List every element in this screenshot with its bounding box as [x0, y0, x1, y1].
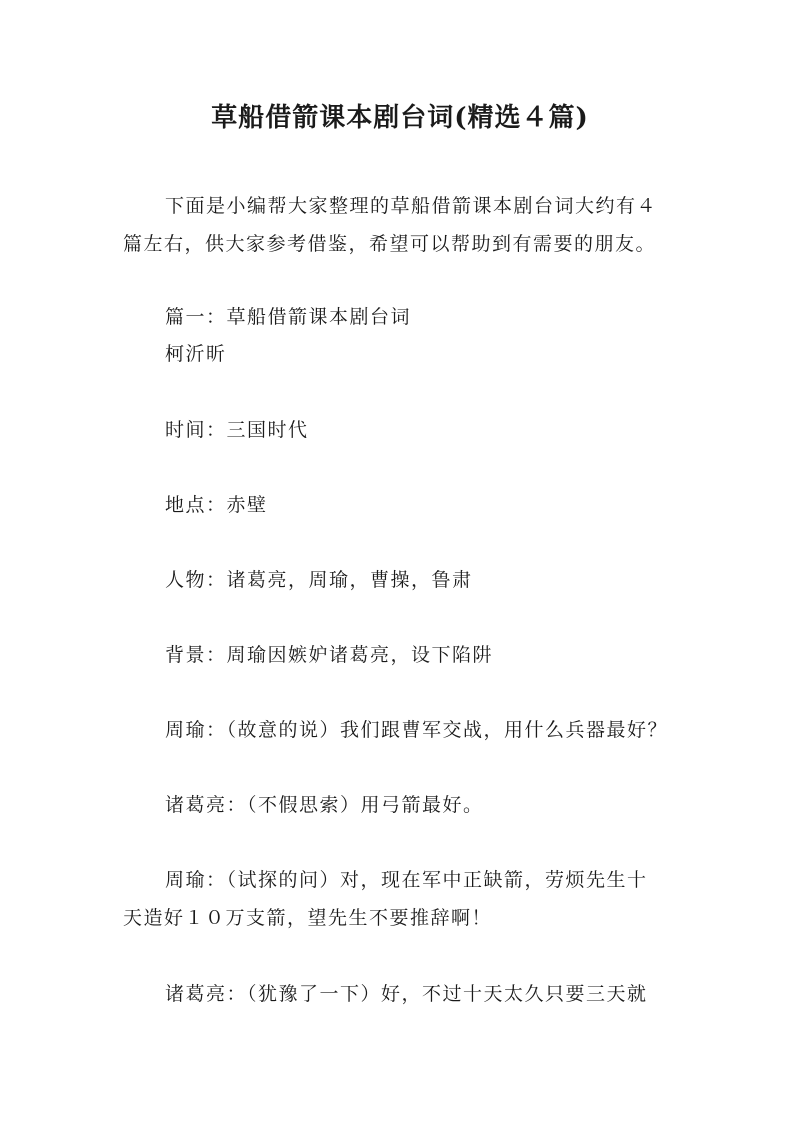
- section-heading: 篇一：草船借箭课本剧台词: [165, 306, 412, 328]
- time-line: 时间：三国时代: [165, 419, 309, 441]
- dialogue-line: 诸葛亮：（犹豫了一下）好，不过十天太久只要三天就: [165, 983, 648, 1005]
- intro-line-1: 下面是小编帮大家整理的草船借箭课本剧台词大约有４: [165, 195, 658, 217]
- document-title: 草船借箭课本剧台词(精选４篇): [211, 103, 589, 133]
- background-line: 背景：周瑜因嫉妒诸葛亮，设下陷阱: [165, 644, 494, 666]
- dialogue-line: 周瑜：（故意的说）我们跟曹军交战，用什么兵器最好？: [165, 719, 669, 741]
- characters-line: 人物：诸葛亮，周瑜，曹操，鲁肃: [165, 569, 473, 591]
- dialogue-line: 周瑜：（试探的问）对，现在军中正缺箭，劳烦先生十: [165, 869, 648, 891]
- dialogue-line-continued: 天造好１０万支箭，望先生不要推辞啊！: [123, 907, 493, 929]
- place-line: 地点：赤壁: [165, 494, 268, 516]
- dialogue-line: 诸葛亮：（不假思索）用弓箭最好。: [165, 794, 484, 816]
- author-name: 柯沂昕: [165, 343, 227, 365]
- intro-line-2: 篇左右，供大家参考借鉴，希望可以帮助到有需要的朋友。: [123, 233, 657, 255]
